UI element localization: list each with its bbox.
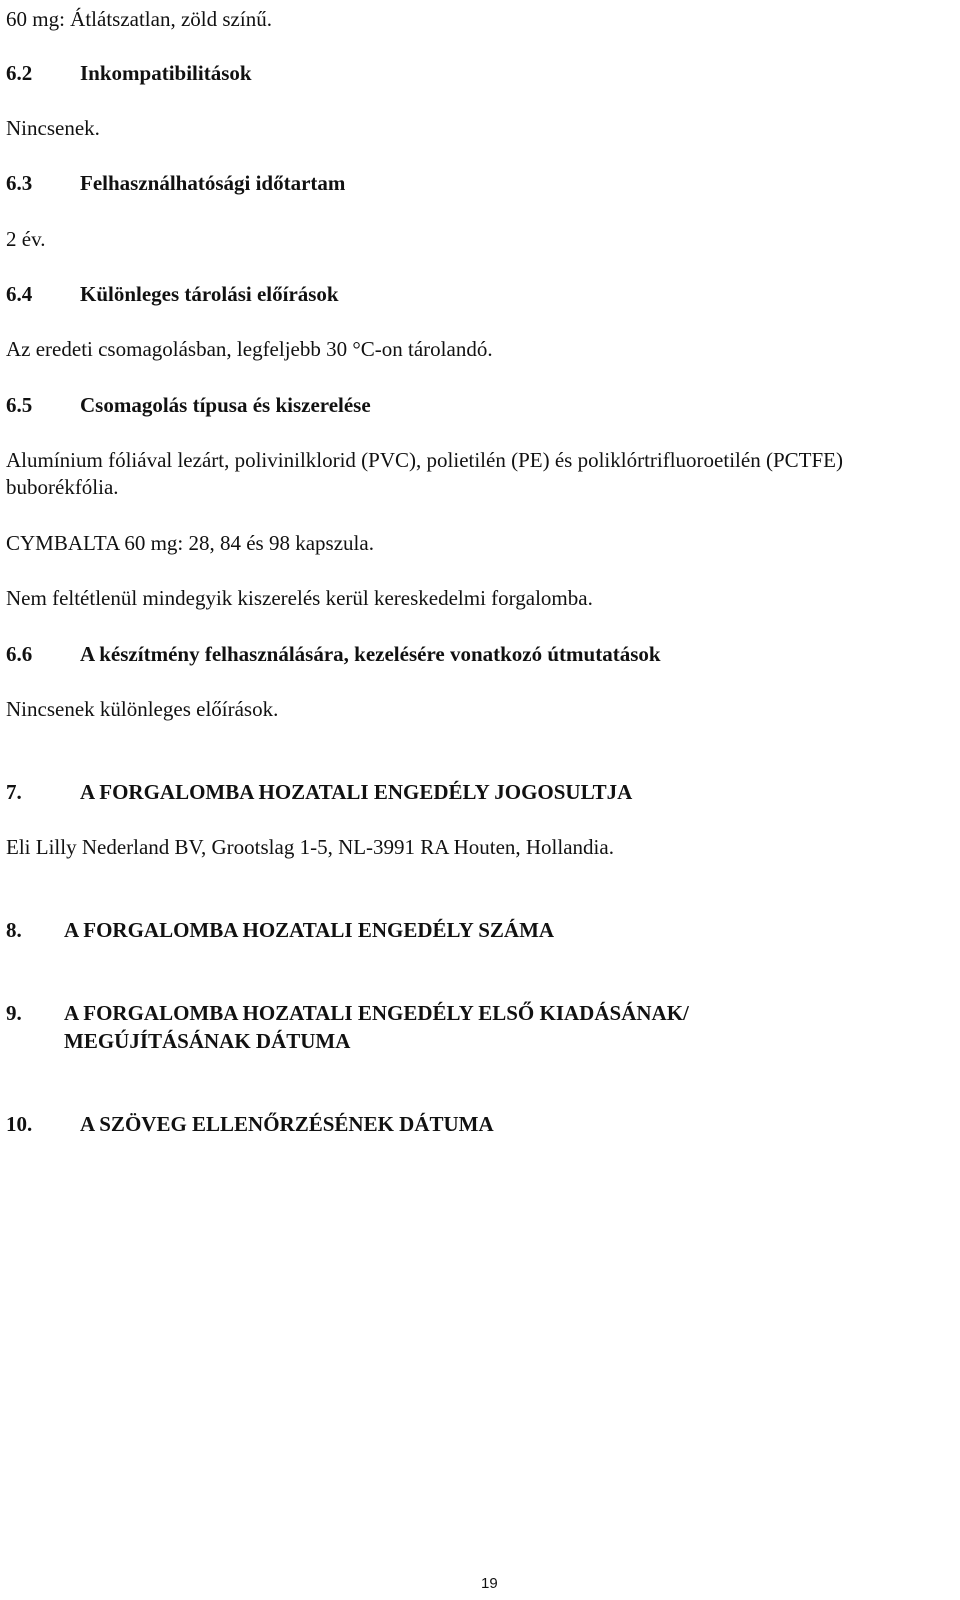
section-number: 6.6 xyxy=(6,642,33,666)
section-number: 8. xyxy=(6,918,22,942)
heading-6-4 xyxy=(6,281,339,307)
section-number: 9. xyxy=(6,1001,22,1025)
heading-6-3 xyxy=(6,170,345,196)
heading-6-6 xyxy=(6,641,661,667)
heading-7 xyxy=(6,779,632,805)
text-6-5-p2: CYMBALTA 60 mg: 28, 84 és 98 kapszula. xyxy=(6,531,374,555)
section-title: A FORGALOMBA HOZATALI ENGEDÉLY JOGOSULTJA xyxy=(80,780,633,804)
section-title: A SZÖVEG ELLENŐRZÉSÉNEK DÁTUMA xyxy=(80,1112,494,1136)
heading-8 xyxy=(6,917,554,943)
intro-line: 60 mg: Átlátszatlan, zöld színű. xyxy=(6,7,272,31)
section-title: Különleges tárolási előírások xyxy=(80,282,339,306)
section-title: A készítmény felhasználására, kezelésére vonatkozó útmutatások xyxy=(80,642,661,666)
section-title: Felhasználhatósági időtartam xyxy=(80,171,346,195)
section-number: 10. xyxy=(6,1112,33,1136)
text-7: Eli Lilly Nederland BV, Grootslag 1-5, NL-3991 RA Houten, Hollandia. xyxy=(6,835,614,859)
section-title: Csomagolás típusa és kiszerelése xyxy=(80,393,371,417)
text-6-6: Nincsenek különleges előírások. xyxy=(6,697,279,721)
heading-6-5 xyxy=(6,392,371,418)
section-title: A FORGALOMBA HOZATALI ENGEDÉLY SZÁMA xyxy=(64,918,555,942)
text-6-5-p1-line2: buborékfólia. xyxy=(6,475,119,499)
section-number: 6.4 xyxy=(6,282,33,306)
page-number: 19 xyxy=(481,1575,498,1592)
section-number: 6.3 xyxy=(6,171,33,195)
heading-6-2 xyxy=(6,60,252,86)
heading-9-line2: MEGÚJÍTÁSÁNAK DÁTUMA xyxy=(64,1029,351,1053)
text-6-5-p3: Nem feltétlenül mindegyik kiszerelés kerül kereskedelmi forgalomba. xyxy=(6,586,593,610)
text-6-3: 2 év. xyxy=(6,227,46,251)
section-number: 6.2 xyxy=(6,61,33,85)
text-6-2: Nincsenek. xyxy=(6,116,100,140)
section-number: 6.5 xyxy=(6,393,33,417)
section-title: A FORGALOMBA HOZATALI ENGEDÉLY ELSŐ KIADÁSÁNAK/ xyxy=(64,1001,689,1025)
text-6-5-p1-line1: Alumínium fóliával lezárt, polivinilklorid (PVC), polietilén (PE) és poliklórtrifluoroetilén (PCTFE) xyxy=(6,448,843,472)
heading-10 xyxy=(6,1111,494,1137)
section-title: Inkompatibilitások xyxy=(80,61,252,85)
heading-9 xyxy=(6,1000,689,1026)
text-6-4: Az eredeti csomagolásban, legfeljebb 30 °C-on tárolandó. xyxy=(6,337,493,361)
section-number: 7. xyxy=(6,780,22,804)
